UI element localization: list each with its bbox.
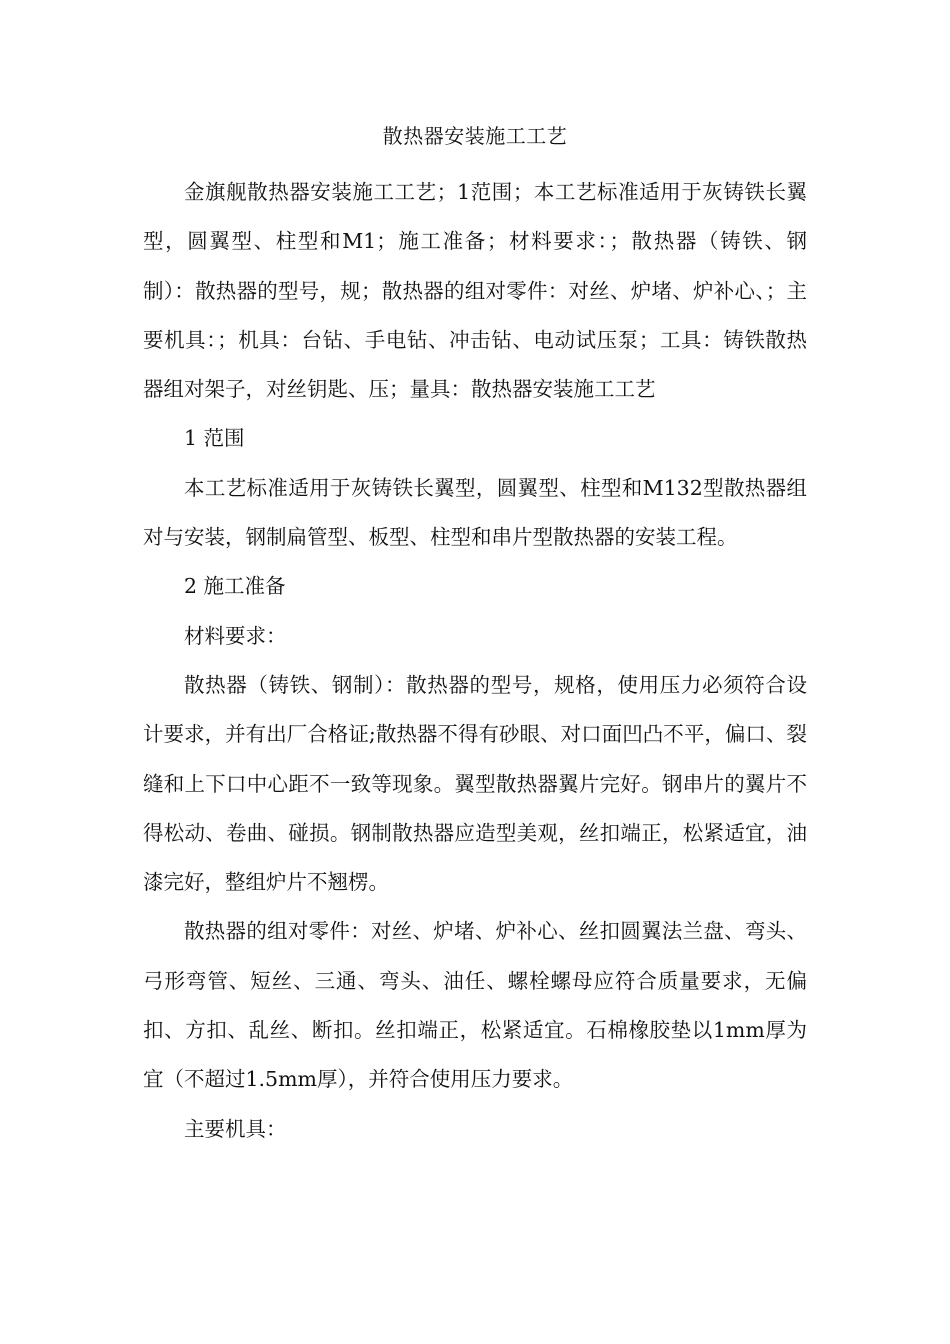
subheading-material-requirements: 材料要求： (184, 623, 287, 648)
section-heading-preparation: 2 施工准备 (184, 574, 286, 599)
paragraph-assembly-parts: 散热器的组对零件：对丝、炉堵、炉补心、丝扣圆翼法兰盘、弯头、弓形弯管、短丝、三通、弯头、油任、螺栓螺母应符合质量要求，无偏扣、方扣、乱丝、断扣。丝扣端正，松紧适宜。石棉橡胶垫以1mm厚为宜（不超过1.5mm厚），并符合使用压力要求。 (143, 919, 807, 1092)
section-heading-scope: 1 范围 (184, 426, 245, 451)
paragraph-summary: 金旗舰散热器安装施工工艺；1范围；本工艺标准适用于灰铸铁长翼型，圆翼型、柱型和M1；施工准备；材料要求：；散热器（铸铁、钢制）：散热器的型号，规；散热器的组对零件：对丝、炉堵、炉补心、；主要机具：；机具：台钻、手电钻、冲击钻、电动试压泵；工具：铸铁散热器组对架子，对丝钥匙、压；量具：散热器安装施工工艺 (143, 180, 807, 402)
document-title: 散热器安装施工工艺 (382, 124, 568, 148)
subheading-main-tools: 主要机具： (184, 1116, 287, 1141)
document-body (143, 168, 807, 1154)
paragraph-radiator-materials: 散热器（铸铁、钢制）：散热器的型号，规格，使用压力必须符合设计要求，并有出厂合格证;散热器不得有砂眼、对口面凹凸不平，偏口、裂缝和上下口中心距不一致等现象。翼型散热器翼片完好。钢串片的翼片不得松动、卷曲、碰损。钢制散热器应造型美观，丝扣端正，松紧适宜，油漆完好，整组炉片不翘楞。 (143, 672, 807, 895)
paragraph-scope: 本工艺标准适用于灰铸铁长翼型，圆翼型、柱型和M132型散热器组对与安装，钢制扁管型、板型、柱型和串片型散热器的安装工程。 (143, 475, 807, 550)
